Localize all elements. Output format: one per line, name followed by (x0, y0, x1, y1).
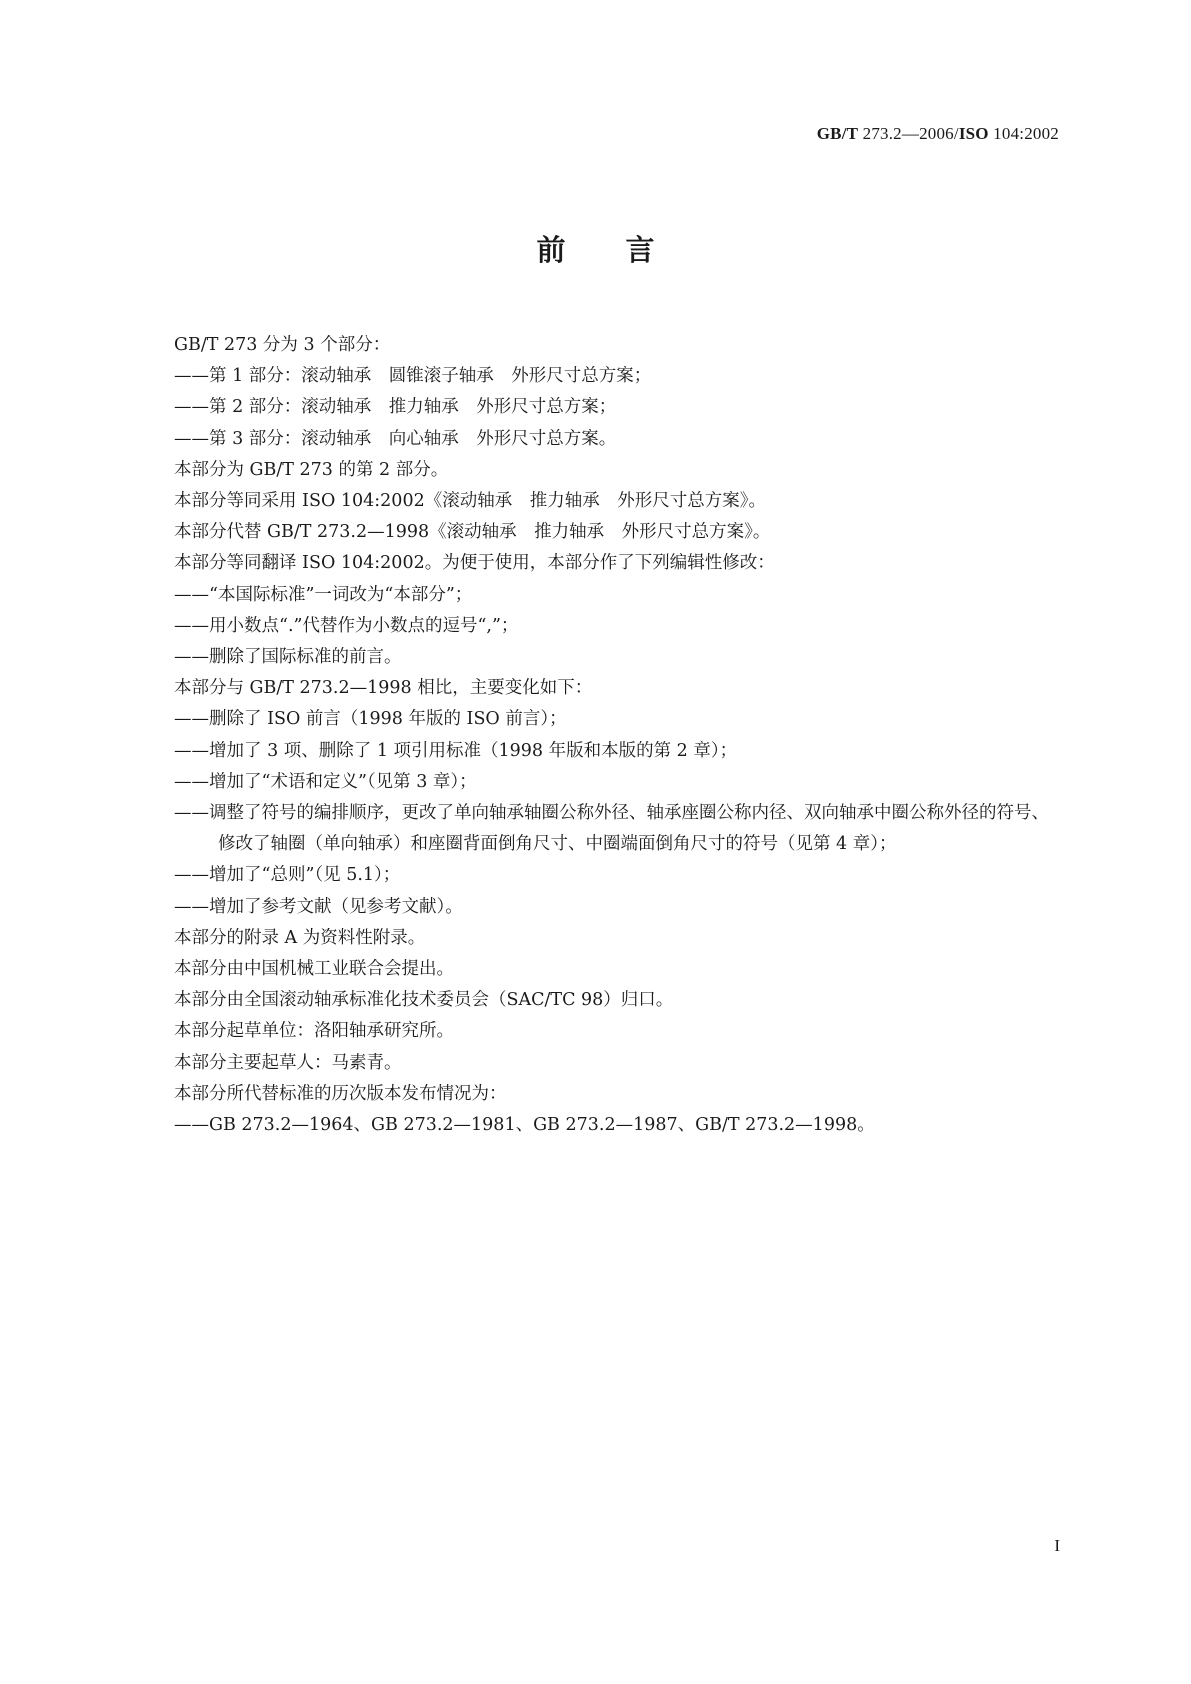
standard-code-number: 273.2—2006/ (858, 124, 959, 143)
list-item: ——增加了参考文献（见参考文献）。 (174, 896, 463, 917)
page-number: I (1054, 1536, 1060, 1555)
list-item: ——“本国际标准”一词改为“本部分”； (174, 584, 473, 605)
body-line: 本部分主要起草人：马素青。 (174, 1052, 402, 1073)
body-line: 本部分的附录 A 为资料性附录。 (174, 927, 426, 948)
standard-code-iso: ISO (958, 124, 989, 143)
list-item: ——增加了 3 项、删除了 1 项引用标准（1998 年版和本版的第 2 章）； (174, 740, 738, 761)
list-item: ——用小数点“.”代替作为小数点的逗号“,”； (174, 615, 519, 636)
body-line: 本部分等同采用 ISO 104:2002《滚动轴承 推力轴承 外形尺寸总方案》。 (174, 491, 766, 512)
list-item: ——删除了 ISO 前言（1998 年版的 ISO 前言）； (174, 709, 567, 730)
standard-code-header (817, 124, 1059, 144)
body-line: GB/T 273 分为 3 个部分： (174, 335, 391, 355)
list-item: ——第 2 部分：滚动轴承 推力轴承 外形尺寸总方案； (174, 397, 617, 418)
body-line: 本部分为 GB/T 273 的第 2 部分。 (174, 459, 449, 480)
page-title: 前言 (536, 233, 715, 267)
body-line: 本部分起草单位：洛阳轴承研究所。 (174, 1021, 454, 1042)
body-line: 本部分等同翻译 ISO 104:2002。为便于使用，本部分作了下列编辑性修改： (174, 553, 775, 574)
body-line: 本部分由全国滚动轴承标准化技术委员会（SAC/TC 98）归口。 (174, 990, 674, 1011)
list-item: ——第 1 部分：滚动轴承 圆锥滚子轴承 外形尺寸总方案； (174, 366, 652, 387)
body-line: 本部分与 GB/T 273.2—1998 相比，主要变化如下： (174, 678, 593, 699)
body-line: 本部分代替 GB/T 273.2—1998《滚动轴承 推力轴承 外形尺寸总方案》。 (174, 522, 771, 543)
standard-code-iso-number: 104:2002 (988, 124, 1059, 143)
list-item: ——第 3 部分：滚动轴承 向心轴承 外形尺寸总方案。 (174, 428, 617, 449)
list-item: ——增加了“总则”（见 5.1）； (174, 865, 401, 886)
list-item: ——增加了“术语和定义”（见第 3 章）； (174, 771, 477, 792)
body-line: 本部分所代替标准的历次版本发布情况为： (174, 1083, 507, 1104)
list-item: ——GB 273.2—1964、GB 273.2—1981、GB 273.2—1987、GB/T 273.2—1998。 (174, 1115, 875, 1136)
list-item: ——删除了国际标准的前言。 (174, 647, 402, 668)
list-item: ——调整了符号的编排顺序，更改了单向轴承轴圈公称外径、轴承座圈公称内径、双向轴承中圈公称外径的符号、修改了轴圈（单向轴承）和座圈背面倒角尺寸、中圈端面倒角尺寸的符号（见第 4 章）； (174, 803, 1049, 855)
body-line: 本部分由中国机械工业联合会提出。 (174, 959, 454, 980)
standard-code-gb: GB/T (816, 124, 859, 143)
foreword-body (174, 330, 1054, 1141)
